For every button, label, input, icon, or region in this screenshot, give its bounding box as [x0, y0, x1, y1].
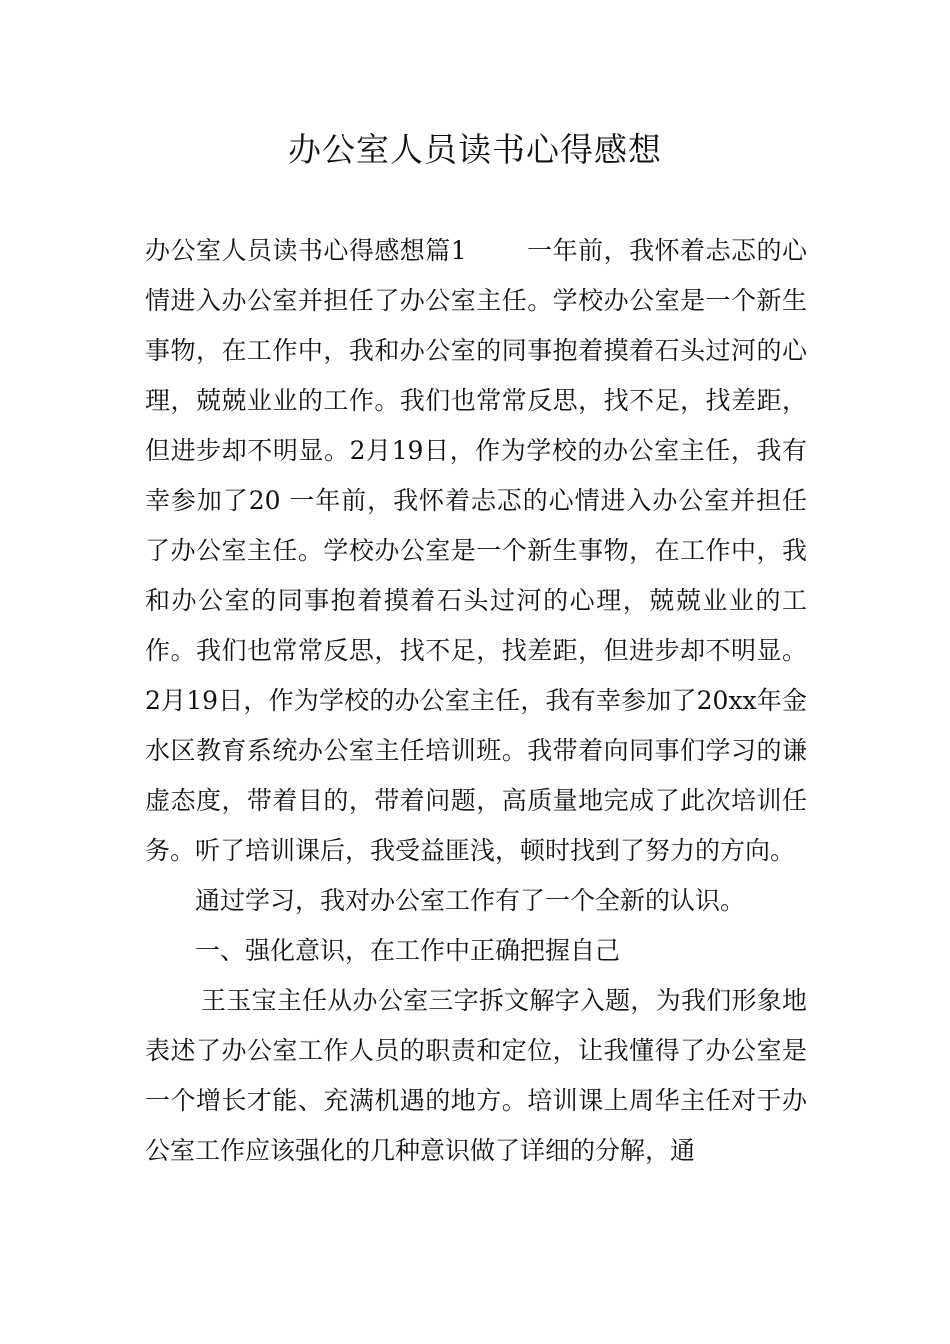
paragraph-2: 通过学习，我对办公室工作有了一个全新的认识。 — [195, 886, 746, 915]
section-heading: 办公室人员读书心得感想篇1 — [145, 236, 467, 265]
subheading-1: 一、强化意识，在工作中正确把握自己 — [195, 936, 621, 965]
document-title: 办公室人员读书心得感想 — [288, 130, 662, 169]
paragraph-1-text: 一年前，我怀着忐忑的心情进入办公室并担任了办公室主任。学校办公室是一个新生事物，在工作中，我和办公室的同事抱着摸着石头过河的心理，兢兢业业的工作。我们也常常反思，找不足，找差距，但进步却不明显。2月19日，作为学校的办公室主任，我有幸参加了20 一年前，我怀着忐忑的心情进入办公室并担任了办公室主任。学校办公室是一个新生事物，在工作中，我和办公室的同事抱着摸着石头过河的心理，兢兢业业的工作。我们也常常反思，找不足，找差距，但进步却不明显。2月19日，作为学校的办公室主任，我有幸参加了20xx年金水区教育系统办公室主任培训班。我带着向同事们学习的谦虚态度，带着目的，带着问题，高质量地完成了此次培训任务。听了培训课后，我受益匪浅，顿时找到了努力的方向。 — [145, 236, 807, 865]
paragraph-3: 王玉宝主任从办公室三字拆文解字入题，为我们形象地表述了办公室工作人员的职责和定位，让我懂得了办公室是一个增长才能、充满机遇的地方。培训课上周华主任对于办公室工作应该强化的几种意识做了详细的分解，通 — [145, 986, 807, 1165]
document-body — [145, 226, 807, 1176]
paragraph-1 — [145, 226, 807, 876]
